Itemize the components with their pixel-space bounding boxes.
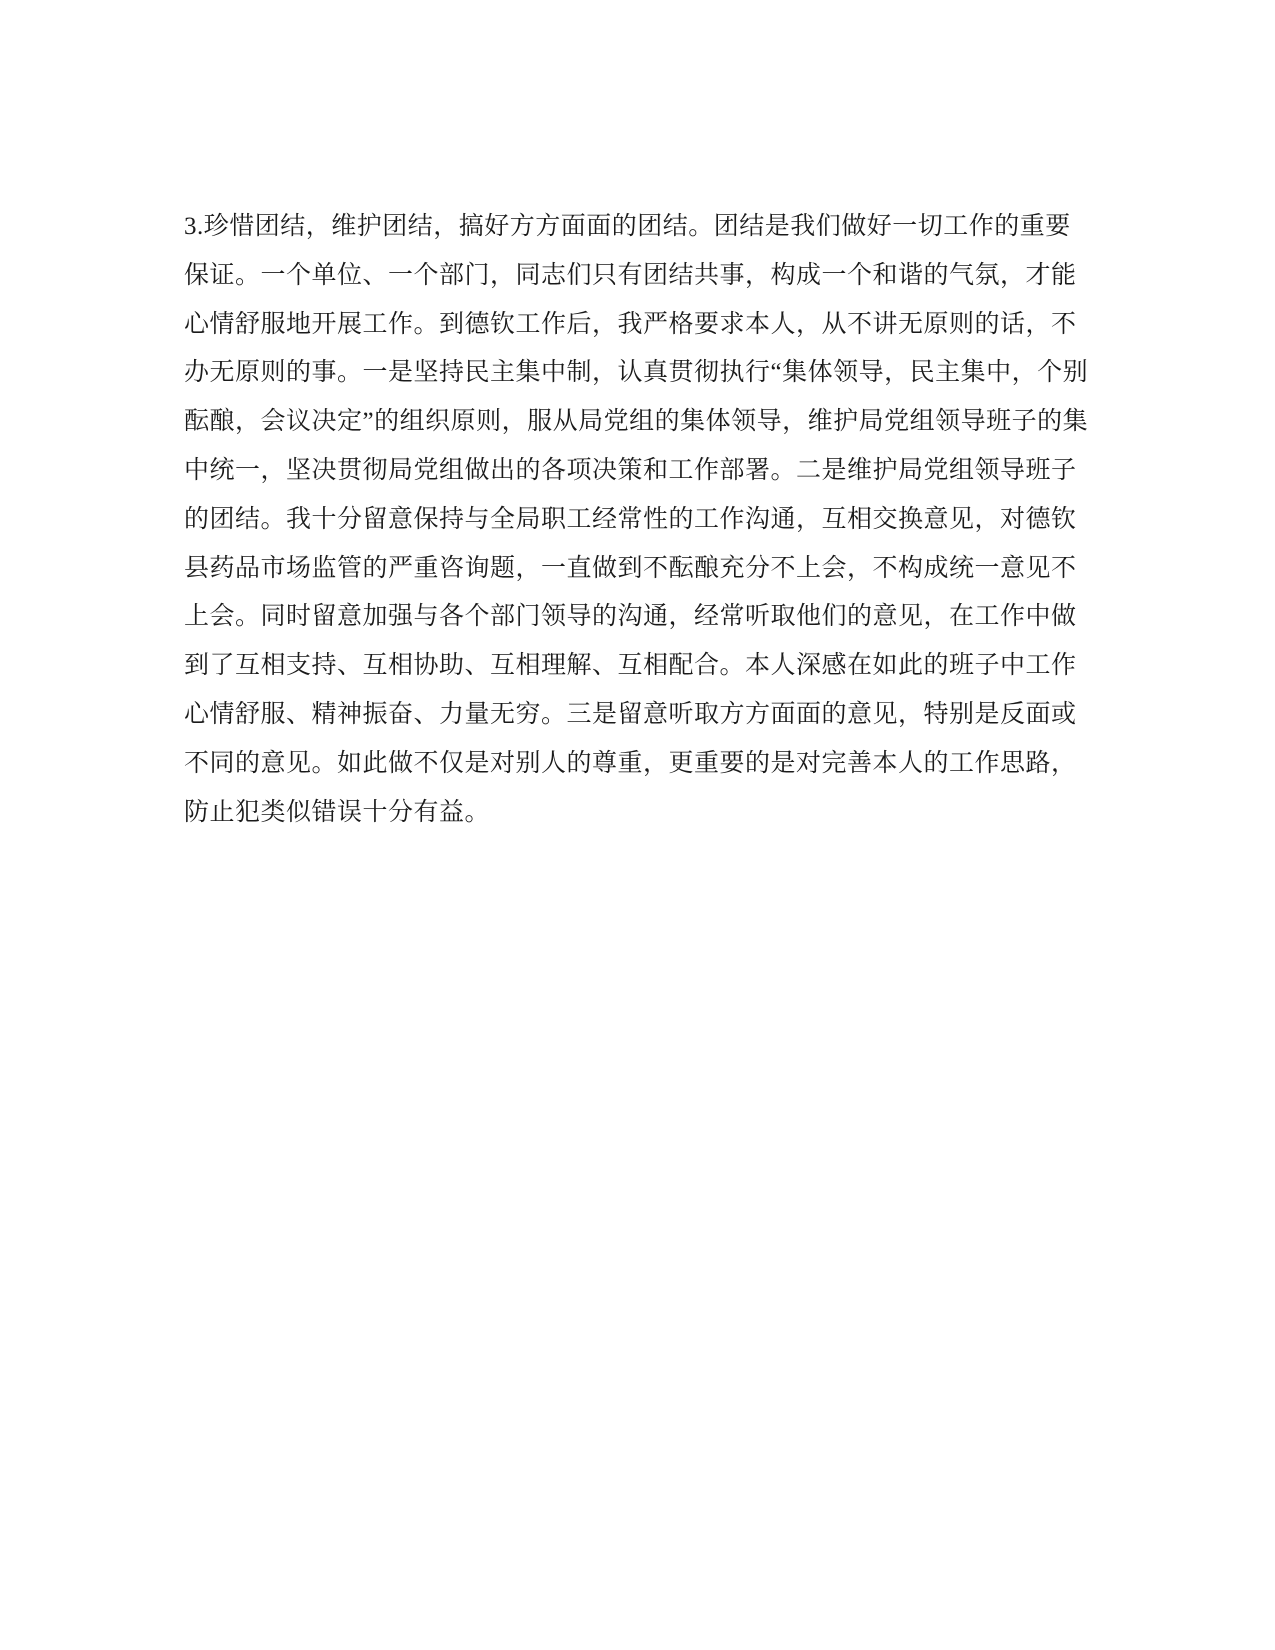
text-line: 酝酿，会议决定”的组织原则，服从局党组的集体领导，维护局党组领导班子的集 xyxy=(184,408,1089,436)
text-line: 办无原则的事。一是坚持民主集中制，认真贯彻执行“集体领导，民主集中，个别 xyxy=(184,359,1089,387)
text-line: 心情舒服、精神振奋、力量无穷。三是留意听取方方面面的意见，特别是反面或 xyxy=(184,700,1077,728)
text-line: 县药品市场监管的严重咨询题，一直做到不酝酿充分不上会，不构成统一意见不 xyxy=(184,554,1077,582)
text-line: 到了互相支持、互相协助、互相理解、互相配合。本人深感在如此的班子中工作 xyxy=(184,652,1077,680)
text-line: 心情舒服地开展工作。到德钦工作后，我严格要求本人，从不讲无原则的话，不 xyxy=(184,310,1077,338)
text-line: 3.珍惜团结，维护团结，搞好方方面面的团结。团结是我们做好一切工作的重要 xyxy=(184,213,1071,240)
text-line: 上会。同时留意加强与各个部门领导的沟通，经常听取他们的意见，在工作中做 xyxy=(184,603,1077,631)
text-line: 不同的意见。如此做不仅是对别人的尊重，更重要的是对完善本人的工作思路， xyxy=(184,749,1077,777)
text-line: 的团结。我十分留意保持与全局职工经常性的工作沟通，互相交换意见，对德钦 xyxy=(184,505,1077,533)
text-line: 保证。一个单位、一个部门，同志们只有团结共事，构成一个和谐的气氛，才能 xyxy=(184,261,1077,289)
paragraph-block xyxy=(184,203,1089,837)
text-line-last: 防止犯类似错误十分有益。 xyxy=(184,798,491,826)
text-line: 中统一，坚决贯彻局党组做出的各项决策和工作部署。二是维护局党组领导班子 xyxy=(184,456,1077,484)
